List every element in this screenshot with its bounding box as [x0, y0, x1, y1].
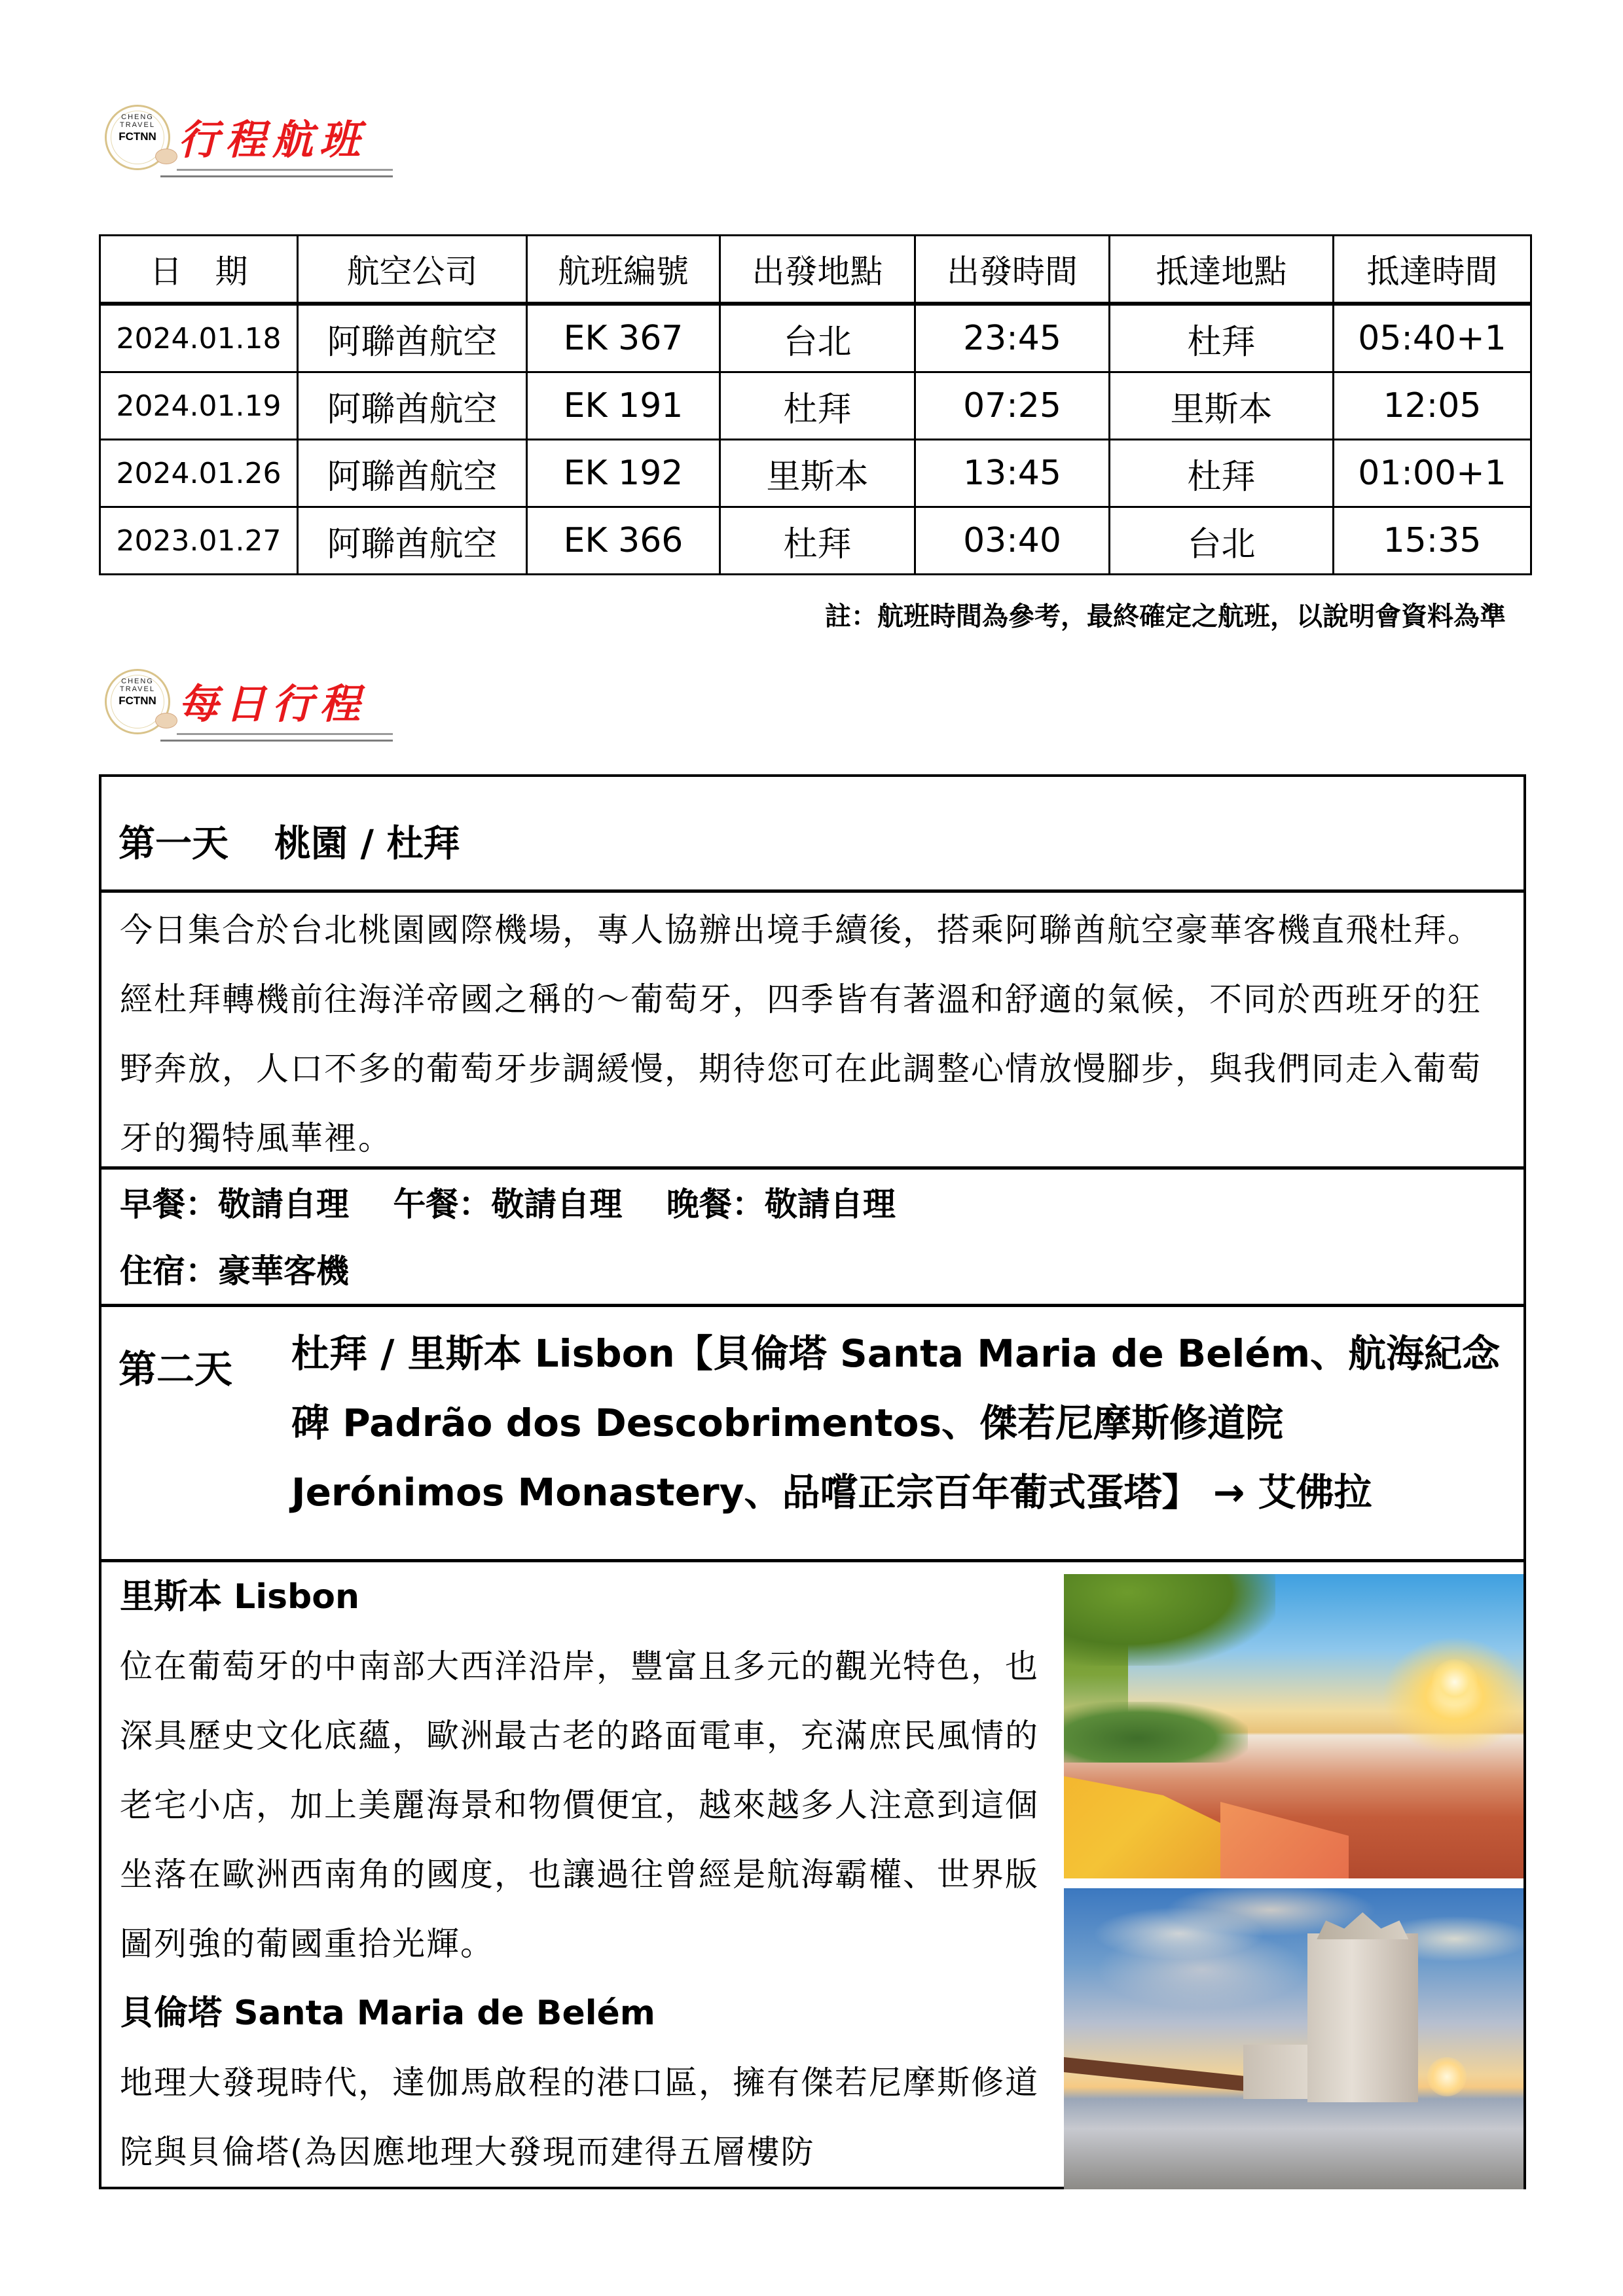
- column-header: 出發地點: [720, 236, 915, 304]
- logo-arc-top: CHENG TRAVEL: [120, 113, 155, 129]
- table-row: [100, 304, 1531, 372]
- flights-table: [99, 234, 1532, 575]
- flights-note: 註：航班時間為參考，最終確定之航班，以說明會資料為準: [825, 601, 1506, 632]
- arrival-city-cell: 杜拜: [1110, 440, 1334, 507]
- flight-number-cell: EK 192: [527, 440, 720, 507]
- arrival-time-cell: 12:05: [1334, 372, 1531, 440]
- belem-tower-photo: [1064, 1888, 1523, 2189]
- sky-clouds: [1064, 1888, 1523, 2069]
- day1-header: [101, 777, 1523, 893]
- arrival-time-cell: 01:00+1: [1334, 440, 1531, 507]
- section-heading: 行程航班: [178, 116, 367, 164]
- divider: [177, 733, 393, 735]
- column-header: 抵達時間: [1334, 236, 1531, 304]
- departure-city-cell: 台北: [720, 304, 915, 372]
- flight-number-cell: EK 191: [527, 372, 720, 440]
- divider: [160, 740, 393, 742]
- departure-time-cell: 23:45: [915, 304, 1110, 372]
- logo-mark: FCTNN: [119, 130, 156, 143]
- date-cell: 2024.01.26: [100, 440, 298, 507]
- daily-section-title: [98, 669, 426, 741]
- tree-foliage: [1064, 1574, 1275, 1666]
- meals-text: 早餐：敬請自理 午餐：敬請自理 晚餐：敬請自理: [120, 1185, 896, 1223]
- divider: [160, 175, 393, 177]
- table-header-row: [100, 236, 1531, 304]
- spot-description: 位在葡萄牙的中南部大西洋沿岸，豐富且多元的觀光特色，也深具歷史文化底蘊，歐洲最古老的路面電車，充滿庶民風情的老宅小店，加上美麗海景和物價便宜，越來越多人注意到這個坐落在歐洲西南角的國度，也讓過往曾經是航海霸權、世界版圖列強的葡國重拾光輝。: [120, 1647, 1039, 1963]
- logo-mark: FCTNN: [119, 694, 156, 707]
- arrival-city-cell: 台北: [1110, 507, 1334, 575]
- cloud-ornament-icon: [155, 149, 177, 164]
- day2-header: [101, 1307, 1523, 1562]
- column-header: 日 期: [100, 236, 298, 304]
- arrival-time-cell: 05:40+1: [1334, 304, 1531, 372]
- column-header: 出發時間: [915, 236, 1110, 304]
- arrival-city-cell: 杜拜: [1110, 304, 1334, 372]
- table-row: [100, 372, 1531, 440]
- column-header: 航班編號: [527, 236, 720, 304]
- spot-title: 里斯本 Lisbon: [120, 1577, 359, 1617]
- agency-logo: [105, 105, 170, 170]
- agency-logo: [105, 669, 170, 734]
- departure-city-cell: 杜拜: [720, 372, 915, 440]
- airline-cell: 阿聯酋航空: [298, 507, 527, 575]
- day-route: 桃園 / 杜拜: [274, 823, 460, 865]
- airline-cell: 阿聯酋航空: [298, 304, 527, 372]
- day1-meals: [101, 1170, 1523, 1307]
- departure-time-cell: 03:40: [915, 507, 1110, 575]
- day-label: 第二天: [119, 1347, 233, 1391]
- spot-description: 地理大發現時代，達伽馬啟程的港口區，擁有傑若尼摩斯修道院與貝倫塔(為因應地理大發現而建得五層樓防: [120, 2064, 1039, 2171]
- column-header: 航空公司: [298, 236, 527, 304]
- tower-bastion: [1243, 2045, 1317, 2099]
- column-header: 抵達地點: [1110, 236, 1334, 304]
- day-description-text: 今日集合於台北桃園國際機場，專人協辦出境手續後，搭乘阿聯酋航空豪華客機直飛杜拜。經杜拜轉機前往海洋帝國之稱的～葡萄牙，四季皆有著溫和舒適的氣候，不同於西班牙的狂野奔放，人口不多的葡萄牙步調緩慢，期待您可在此調整心情放慢腳步，與我們同走入葡萄牙的獨特風華裡。: [120, 911, 1482, 1157]
- day-route: 杜拜 / 里斯本 Lisbon【貝倫塔 Santa Maria de Belém、航海紀念碑 Padrão dos Descobrimentos、傑若尼摩斯修道院 Jerónimos Monastery、品嚐正宗百年葡式蛋塔】 → 艾佛拉: [291, 1331, 1501, 1515]
- departure-time-cell: 13:45: [915, 440, 1110, 507]
- date-cell: 2024.01.18: [100, 304, 298, 372]
- hotel-text: 住宿：豪華客機: [120, 1252, 349, 1290]
- spot-title: 貝倫塔 Santa Maria de Belém: [120, 1994, 655, 2033]
- date-cell: 2023.01.27: [100, 507, 298, 575]
- divider: [177, 169, 393, 171]
- departure-city-cell: 杜拜: [720, 507, 915, 575]
- orange-building: [1220, 1793, 1349, 1878]
- airline-cell: 阿聯酋航空: [298, 372, 527, 440]
- day1-description: [101, 893, 1523, 1170]
- lisbon-cityscape-photo: [1064, 1574, 1523, 1878]
- logo-arc-top: CHENG TRAVEL: [120, 677, 155, 693]
- date-cell: 2024.01.19: [100, 372, 298, 440]
- arrival-city-cell: 里斯本: [1110, 372, 1334, 440]
- departure-city-cell: 里斯本: [720, 440, 915, 507]
- departure-time-cell: 07:25: [915, 372, 1110, 440]
- day-label: 第一天: [119, 823, 228, 865]
- flight-number-cell: EK 366: [527, 507, 720, 575]
- airline-cell: 阿聯酋航空: [298, 440, 527, 507]
- table-row: [100, 440, 1531, 507]
- castle-hill: [1064, 1702, 1248, 1763]
- cloud-ornament-icon: [155, 713, 177, 728]
- day1-heading: [119, 815, 460, 867]
- table-row: [100, 507, 1531, 575]
- arrival-time-cell: 15:35: [1334, 507, 1531, 575]
- belem-tower: [1307, 1933, 1417, 2102]
- sun-icon: [1432, 1659, 1478, 1705]
- flight-number-cell: EK 367: [527, 304, 720, 372]
- day2-content: [101, 1562, 1057, 2187]
- sun-icon: [1427, 2057, 1467, 2096]
- flights-section-title: [98, 105, 426, 177]
- yellow-building: [1064, 1751, 1230, 1878]
- section-heading: 每日行程: [178, 680, 367, 728]
